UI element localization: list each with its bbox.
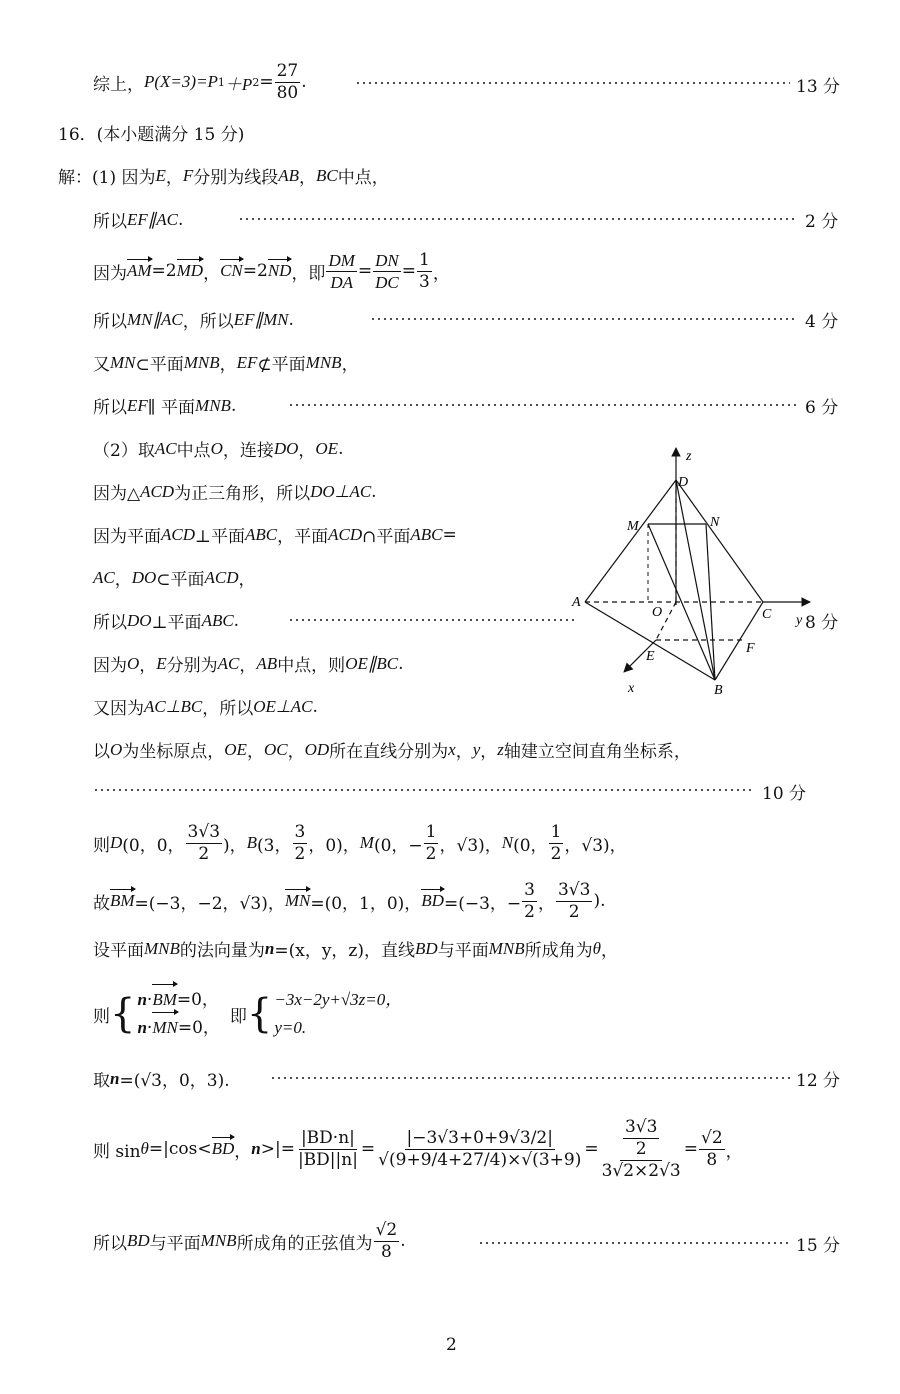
text: 为坐标原点， bbox=[122, 742, 225, 762]
math: AC bbox=[154, 438, 177, 458]
math: EF∥MN bbox=[233, 309, 289, 329]
text: 即 bbox=[229, 1006, 247, 1027]
fraction bbox=[376, 1127, 583, 1170]
fraction bbox=[374, 1219, 400, 1262]
edge-BC bbox=[715, 602, 763, 680]
text: 设平面 bbox=[93, 941, 144, 961]
text: ，连接 bbox=[222, 441, 274, 461]
text: . bbox=[288, 309, 294, 330]
sin-theta-line bbox=[93, 1106, 743, 1192]
text: ， bbox=[165, 168, 183, 188]
text: 所成角的正弦值为 bbox=[236, 1233, 373, 1254]
score-13: 13 分 bbox=[796, 77, 841, 97]
math: = bbox=[357, 261, 373, 281]
math: MNB bbox=[144, 938, 180, 958]
math: θ bbox=[140, 1139, 149, 1158]
part2-line-1 bbox=[93, 436, 343, 461]
math: MN bbox=[110, 352, 136, 372]
system-row bbox=[137, 1014, 219, 1042]
denominator: 3 bbox=[419, 271, 430, 292]
text: 为正三角形，所以 bbox=[174, 484, 311, 504]
leader-dots bbox=[93, 789, 753, 791]
part2-line-4 bbox=[93, 565, 256, 590]
math: ABC bbox=[201, 610, 234, 630]
text: ，所以 bbox=[202, 699, 254, 719]
math: = bbox=[259, 72, 274, 92]
math: = bbox=[360, 1139, 376, 1159]
math: (0， bbox=[513, 835, 548, 856]
numerator: 3√3 bbox=[557, 879, 591, 900]
part2-line-7 bbox=[93, 694, 318, 719]
leader-dots bbox=[288, 619, 578, 621]
leader-dots bbox=[478, 1242, 790, 1244]
math: EF bbox=[236, 352, 258, 372]
denominator: 2 bbox=[524, 901, 535, 922]
fraction bbox=[424, 821, 439, 864]
text: ， bbox=[203, 263, 221, 284]
text: 所成角为 bbox=[524, 941, 593, 961]
numerator bbox=[620, 1116, 662, 1161]
normal-vector-line bbox=[93, 936, 618, 961]
math: B bbox=[246, 833, 258, 852]
denominator: 2 bbox=[294, 843, 306, 864]
math: x bbox=[448, 739, 456, 759]
math: AC bbox=[93, 567, 115, 587]
denominator: 2 bbox=[550, 843, 562, 864]
text: 所以 bbox=[93, 398, 127, 418]
denominator: 2 bbox=[568, 901, 580, 922]
text: ⊂平面 bbox=[156, 570, 205, 590]
text: 的法向量为 bbox=[179, 941, 265, 961]
math: DO bbox=[273, 438, 299, 458]
text: 中点 bbox=[176, 441, 211, 461]
math: n bbox=[137, 1018, 147, 1037]
math: =2 bbox=[151, 261, 177, 281]
subscript: 2 bbox=[252, 75, 260, 89]
question-title: 16．(本小题满分 15 分) bbox=[58, 125, 245, 145]
denominator: 3√2×2√3 bbox=[601, 1160, 681, 1181]
solution-line-1 bbox=[58, 163, 389, 188]
math: ). bbox=[593, 891, 606, 911]
numerator: |−3√3+0+9√3/2| bbox=[406, 1127, 553, 1148]
text: ， bbox=[114, 570, 132, 590]
math: MNB bbox=[488, 938, 525, 958]
math: O bbox=[210, 438, 223, 458]
text: 因为 bbox=[93, 263, 127, 284]
denominator: DC bbox=[375, 272, 399, 292]
denominator: 2 bbox=[425, 843, 437, 864]
text: . bbox=[371, 481, 377, 502]
denominator: 80 bbox=[276, 82, 299, 103]
solution-line-5 bbox=[93, 350, 359, 375]
text: . bbox=[233, 610, 240, 631]
text: 则 bbox=[93, 835, 110, 856]
text: ， bbox=[239, 656, 257, 676]
text: ， bbox=[725, 1141, 743, 1162]
score-6: 6 分 bbox=[805, 398, 839, 418]
edge-AD bbox=[585, 480, 676, 602]
leader-dots bbox=[370, 318, 798, 320]
denominator: 8 bbox=[706, 1149, 718, 1170]
vectors-line bbox=[93, 876, 606, 926]
text: ， bbox=[246, 742, 264, 762]
numerator: |BD·n| bbox=[300, 1127, 355, 1148]
leader-dots bbox=[355, 82, 790, 84]
numerator: DN bbox=[375, 250, 399, 270]
text: . bbox=[338, 438, 344, 459]
text: 所在直线分别为 bbox=[329, 742, 449, 762]
solution-line-6 bbox=[93, 393, 236, 418]
text: ， bbox=[341, 355, 359, 375]
math: M bbox=[359, 833, 374, 852]
math: ABC bbox=[245, 524, 278, 544]
label-M: M bbox=[627, 519, 639, 534]
part2-line-3 bbox=[93, 522, 457, 547]
text: . bbox=[178, 209, 184, 230]
text: ，所以 bbox=[182, 312, 234, 332]
math: ACD bbox=[161, 524, 195, 544]
math: AC⊥BC bbox=[144, 696, 203, 716]
math: ，√3)， bbox=[439, 835, 502, 856]
math: MN∥AC bbox=[127, 309, 183, 329]
vector: AM bbox=[127, 261, 152, 280]
math: OE bbox=[224, 739, 247, 759]
math: MNB bbox=[183, 352, 220, 372]
subscript: 1 bbox=[217, 75, 225, 89]
text: ⊄平面 bbox=[257, 355, 306, 375]
math: F bbox=[182, 165, 194, 185]
math: BC bbox=[316, 165, 338, 185]
score-10: 10 分 bbox=[762, 784, 807, 804]
math: E bbox=[156, 653, 167, 673]
fraction bbox=[549, 821, 564, 864]
denominator: 2 bbox=[198, 843, 210, 864]
math: n bbox=[264, 938, 275, 958]
geometry-figure bbox=[560, 440, 820, 700]
fraction bbox=[699, 1127, 725, 1170]
math: BD bbox=[127, 1231, 150, 1250]
text: ， bbox=[238, 570, 256, 590]
numerator: 3 bbox=[294, 821, 306, 842]
edge-AB bbox=[585, 602, 715, 680]
text: ∥ 平面 bbox=[147, 398, 196, 418]
math: z bbox=[497, 739, 504, 759]
text: 所以 bbox=[93, 212, 127, 232]
part2-line-2 bbox=[93, 479, 377, 504]
fraction bbox=[600, 1116, 683, 1181]
math: O bbox=[127, 653, 140, 673]
left-brace-icon: { bbox=[246, 991, 273, 1037]
fraction bbox=[326, 252, 356, 291]
text: . bbox=[230, 395, 237, 416]
math: MNB bbox=[305, 352, 342, 372]
score-15: 15 分 bbox=[796, 1236, 841, 1256]
vector: BM bbox=[152, 986, 177, 1014]
vector: BM bbox=[110, 891, 135, 910]
denominator: DA bbox=[330, 272, 353, 292]
label-F: F bbox=[746, 641, 755, 656]
math: θ bbox=[592, 938, 601, 958]
text: 分别为线段 bbox=[193, 168, 279, 188]
label-z: z bbox=[686, 449, 692, 464]
numerator: √2 bbox=[375, 1219, 398, 1240]
numerator: 3 bbox=[524, 879, 535, 900]
text: ， bbox=[432, 263, 450, 284]
leader-dots bbox=[238, 218, 798, 220]
text: 分别为 bbox=[166, 656, 218, 676]
fraction bbox=[373, 252, 401, 291]
text: ⊥平面 bbox=[195, 527, 245, 547]
label-O: O bbox=[652, 605, 663, 620]
math: ， bbox=[234, 1141, 252, 1162]
score-4: 4 分 bbox=[805, 312, 839, 332]
denominator: 8 bbox=[380, 1241, 392, 1262]
math: =(−3，−2，√3)， bbox=[134, 893, 285, 914]
numerator: DM bbox=[328, 250, 355, 270]
vector: MN bbox=[152, 1014, 178, 1042]
math: −3x−2y+√3z=0， bbox=[274, 990, 403, 1009]
vector: MN bbox=[284, 891, 311, 910]
fraction bbox=[296, 1127, 360, 1170]
leader-dots bbox=[270, 1077, 790, 1079]
math: OC bbox=[263, 739, 288, 759]
math: ＋P bbox=[224, 74, 253, 94]
part2-line-8 bbox=[93, 737, 691, 762]
part2-line-6 bbox=[93, 651, 403, 676]
fraction bbox=[522, 879, 537, 922]
math: DO bbox=[131, 567, 157, 587]
text: . bbox=[400, 1231, 406, 1251]
text: . bbox=[312, 696, 318, 717]
take-n-line bbox=[93, 1066, 230, 1091]
math: = bbox=[584, 1139, 599, 1159]
text: 中点， bbox=[337, 168, 389, 188]
math: P(X=3)=P bbox=[144, 72, 218, 91]
text: ∩平面 bbox=[362, 527, 411, 547]
score-12: 12 分 bbox=[796, 1071, 841, 1091]
text: 综上， bbox=[93, 74, 144, 95]
math: OE bbox=[315, 438, 339, 458]
system-rows bbox=[274, 986, 402, 1042]
math: ，√3)， bbox=[564, 835, 627, 856]
coords-line bbox=[93, 818, 627, 868]
score-2: 2 分 bbox=[805, 212, 839, 232]
numerator: 27 bbox=[276, 60, 299, 81]
math: =|cos< bbox=[148, 1139, 212, 1159]
numerator: 1 bbox=[550, 821, 562, 842]
math: EF∥AC bbox=[127, 209, 178, 229]
label-B: B bbox=[714, 683, 723, 698]
math: O bbox=[110, 739, 123, 759]
math: EF bbox=[127, 395, 148, 415]
text: 与平面 bbox=[437, 941, 489, 961]
part2-line-5 bbox=[93, 608, 239, 633]
text: 因为 bbox=[93, 656, 127, 676]
solution-line-4 bbox=[93, 307, 294, 332]
math: =0， bbox=[177, 1018, 220, 1038]
text: 所以 bbox=[93, 613, 127, 633]
text: ， bbox=[455, 742, 473, 762]
text: 与平面 bbox=[149, 1233, 201, 1254]
left-brace-icon: { bbox=[110, 991, 136, 1037]
math: =(−3，− bbox=[443, 893, 522, 914]
math: · bbox=[146, 1018, 153, 1038]
math: ， bbox=[537, 893, 555, 914]
fraction bbox=[623, 1116, 659, 1159]
math: =(0，1，0)， bbox=[310, 893, 422, 914]
page-number: 2 bbox=[446, 1335, 457, 1355]
text: ⊥平面 bbox=[151, 613, 202, 633]
math: DO⊥AC bbox=[310, 481, 372, 501]
label-C: C bbox=[762, 607, 772, 622]
math: (0，0， bbox=[122, 835, 185, 856]
fraction bbox=[186, 821, 222, 864]
text: 又因为 bbox=[93, 699, 144, 719]
numerator: 3√3 bbox=[187, 821, 221, 842]
text: ⊂平面 bbox=[135, 355, 184, 375]
text: . bbox=[301, 72, 307, 92]
text: . bbox=[398, 653, 404, 674]
math: n bbox=[251, 1139, 261, 1158]
text: 所以 bbox=[93, 312, 127, 332]
math: = bbox=[401, 261, 417, 281]
math: )， bbox=[223, 835, 247, 856]
text: 取 bbox=[93, 1071, 110, 1091]
math: (0，− bbox=[373, 835, 423, 856]
vector: ND bbox=[267, 261, 292, 280]
math: D bbox=[110, 833, 123, 852]
math: n bbox=[137, 990, 147, 1009]
math: =(x，y，z)，直线 bbox=[274, 941, 416, 961]
text: ， bbox=[600, 941, 618, 961]
text: ，平面 bbox=[277, 527, 329, 547]
leader-dots bbox=[288, 404, 798, 406]
math: E bbox=[155, 165, 166, 185]
text: 轴建立空间直角坐标系， bbox=[503, 742, 691, 762]
vector: BD bbox=[211, 1139, 235, 1158]
label-N: N bbox=[710, 515, 720, 530]
text: 因为平面 bbox=[93, 527, 161, 547]
system-line bbox=[93, 982, 402, 1046]
math: y bbox=[472, 739, 481, 759]
conclusion-line bbox=[93, 1218, 406, 1264]
fraction bbox=[556, 879, 592, 922]
system-rows bbox=[137, 986, 219, 1042]
math: OE⊥AC bbox=[253, 696, 313, 716]
summary-line bbox=[93, 62, 307, 102]
text: 因为△ bbox=[93, 484, 141, 504]
label-x: x bbox=[628, 681, 635, 696]
math: = bbox=[683, 1139, 699, 1159]
text: ， bbox=[139, 656, 157, 676]
text: 以 bbox=[93, 742, 110, 762]
text: = bbox=[442, 524, 457, 545]
text: ， bbox=[480, 742, 498, 762]
score-8: 8 分 bbox=[805, 613, 839, 633]
fraction bbox=[417, 249, 432, 292]
fraction bbox=[275, 60, 301, 103]
text: 则 sin bbox=[93, 1141, 141, 1162]
numerator: 1 bbox=[425, 821, 437, 842]
vector: CN bbox=[220, 261, 243, 280]
math: N bbox=[501, 833, 514, 852]
numerator: 3√3 bbox=[624, 1116, 658, 1137]
text: 解：(1) 因为 bbox=[58, 168, 156, 188]
text: 则 bbox=[93, 1006, 110, 1027]
math: ACD bbox=[328, 524, 363, 544]
text: （2）取 bbox=[93, 441, 155, 461]
text: ， bbox=[287, 742, 305, 762]
edge-DC bbox=[676, 480, 763, 602]
text: ， bbox=[219, 355, 237, 375]
math: =(√3，0，3). bbox=[119, 1071, 230, 1091]
math: n bbox=[110, 1068, 120, 1088]
text: 中点，则 bbox=[277, 656, 346, 676]
numerator: 1 bbox=[419, 249, 430, 270]
math: ABC bbox=[410, 524, 443, 544]
solution-line-2 bbox=[93, 207, 183, 232]
text: ， bbox=[298, 441, 316, 461]
math: AB bbox=[278, 165, 300, 185]
math: ACD bbox=[140, 481, 175, 501]
math: =0， bbox=[176, 990, 219, 1010]
math: >|= bbox=[260, 1139, 295, 1159]
denominator: |BD||n| bbox=[297, 1149, 358, 1170]
math: MNB bbox=[200, 1231, 237, 1250]
denominator: 2 bbox=[635, 1138, 647, 1159]
math: · bbox=[146, 990, 153, 1010]
solution-line-3 bbox=[93, 248, 450, 294]
math: y=0. bbox=[274, 1018, 307, 1037]
text: 所以 bbox=[93, 1233, 127, 1254]
label-E: E bbox=[646, 649, 655, 664]
denominator: √(9+9/4+27/4)×√(3+9) bbox=[378, 1149, 582, 1170]
vector: MD bbox=[176, 261, 204, 280]
math: (3， bbox=[257, 835, 292, 856]
math: ，0)， bbox=[308, 835, 360, 856]
math: OE∥BC bbox=[345, 653, 399, 673]
numerator: √2 bbox=[701, 1127, 723, 1148]
math: =2 bbox=[242, 261, 268, 281]
text: 又 bbox=[93, 355, 110, 375]
vector: BD bbox=[421, 891, 444, 910]
label-A: A bbox=[572, 595, 581, 610]
math: OD bbox=[304, 739, 330, 759]
fraction bbox=[293, 821, 308, 864]
math: MNB bbox=[195, 395, 231, 415]
math: AC bbox=[217, 653, 240, 673]
math: DO bbox=[127, 610, 152, 630]
label-y: y bbox=[796, 613, 803, 628]
text: 故 bbox=[93, 893, 110, 914]
math: AB bbox=[256, 653, 278, 673]
math: BD bbox=[415, 938, 438, 958]
label-D: D bbox=[678, 475, 689, 490]
math: ACD bbox=[204, 567, 239, 587]
text: ， bbox=[299, 168, 317, 188]
text: ，即 bbox=[291, 263, 326, 284]
